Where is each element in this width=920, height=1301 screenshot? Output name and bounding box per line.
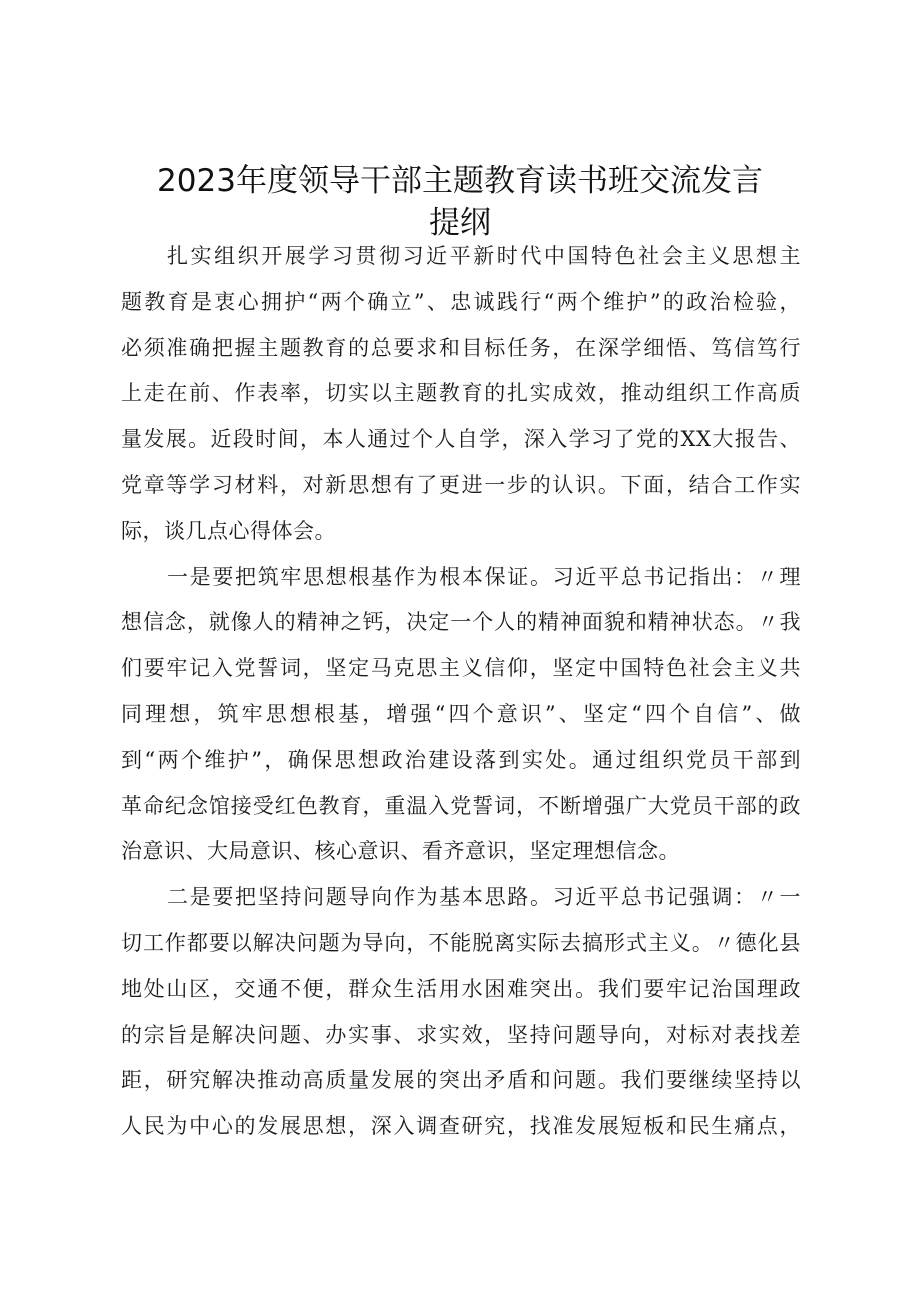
- paragraph-2-line: 想信念，就像人的精神之钙，决定一个人的精神面貌和精神状态。〃我: [121, 610, 801, 635]
- document-title: [100, 160, 820, 244]
- paragraph-3-line: 切工作都要以解决问题为导向，不能脱离实际去搞形式主义。〃德化县: [121, 930, 801, 955]
- title-line-1: 2023年度领导干部主题教育读书班交流发言: [157, 163, 763, 199]
- paragraph-1-line: 党章等学习材料，对新思想有了更进一步的认识。下面，结合工作实: [121, 472, 801, 497]
- paragraph-1-line: 题教育是衷心拥护“两个确立”、忠诚践行“两个维护”的政治检验，: [121, 289, 801, 314]
- paragraph-1-line: 量发展。近段时间，本人通过个人自学，深入学习了党的XX大报告、: [121, 427, 801, 452]
- paragraph-2-line: 革命纪念馆接受红色教育，重温入党誓词，不断增强广大党员干部的政: [121, 793, 801, 818]
- paragraph-3-line: 人民为中心的发展思想，深入调查研究，找准发展短板和民生痛点，: [121, 1114, 801, 1139]
- paragraph-2-line: 们要牢记入党誓词，坚定马克思主义信仰，坚定中国特色社会主义共: [121, 656, 801, 681]
- paragraph-1-line: 际，谈几点心得体会。: [121, 518, 336, 543]
- document-body: [121, 234, 801, 1150]
- title-line-2: 提纲: [429, 205, 491, 241]
- paragraph-3-line: 的宗旨是解决问题、办实事、求实效，坚持问题导向，对标对表找差: [121, 1022, 801, 1047]
- paragraph-3-line: 地处山区，交通不便，群众生活用水困难突出。我们要牢记治国理政: [121, 976, 801, 1001]
- paragraph-1-line: 上走在前、作表率，切实以主题教育的扎实成效，推动组织工作高质: [121, 381, 801, 406]
- paragraph-2-line: 同理想，筑牢思想根基，增强“四个意识”、坚定“四个自信”、做: [121, 701, 801, 726]
- paragraph-2-line: 一是要把筑牢思想根基作为根本保证。习近平总书记指出：〃理: [167, 564, 801, 589]
- paragraph-3-line: 距，研究解决推动高质量发展的突出矛盾和问题。我们要继续坚持以: [121, 1068, 801, 1093]
- paragraph-1-line: 扎实组织开展学习贯彻习近平新时代中国特色社会主义思想主: [167, 244, 801, 268]
- paragraph-2-line: 治意识、大局意识、核心意识、看齐意识，坚定理想信念。: [121, 839, 680, 864]
- paragraph-3-line: 二是要把坚持问题导向作为基本思路。习近平总书记强调：〃一: [167, 885, 801, 910]
- paragraph-2-line: 到“两个维护”，确保思想政治建设落到实处。通过组织党员干部到: [121, 747, 801, 772]
- paragraph-1-line: 必须准确把握主题教育的总要求和目标任务，在深学细悟、笃信笃行: [121, 335, 801, 360]
